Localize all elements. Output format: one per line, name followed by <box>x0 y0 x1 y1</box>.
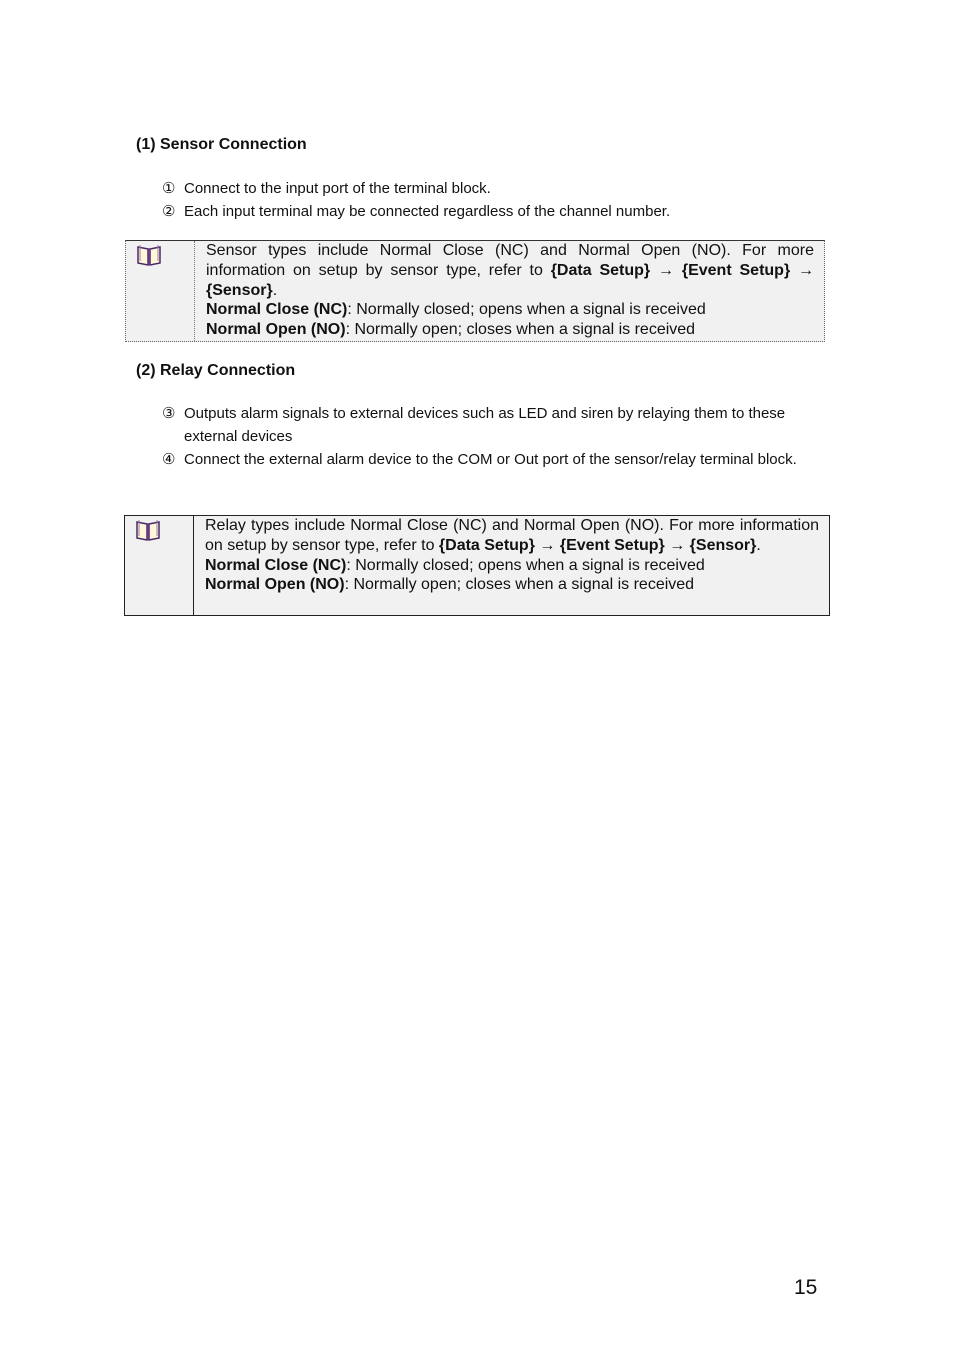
arrow-icon: → <box>658 261 674 279</box>
arrow-icon: → <box>798 261 815 279</box>
note-icon-cell <box>125 516 194 615</box>
data-setup-ref: {Data Setup} <box>438 536 535 554</box>
relay-steps-list <box>162 402 812 471</box>
nc-term: Normal Close (NC) <box>205 556 347 574</box>
step-text: Connect to the input port of the terminal block. <box>184 180 491 197</box>
sensor-ref: {Sensor} <box>206 281 273 299</box>
list-item <box>162 177 822 200</box>
list-item <box>162 402 812 448</box>
sensor-steps-list <box>162 177 822 223</box>
period: . <box>756 536 761 554</box>
sensor-connection-heading: (1) Sensor Connection <box>136 136 307 153</box>
nc-term: Normal Close (NC) <box>206 301 348 319</box>
sensor-ref: {Sensor} <box>689 536 757 554</box>
sensor-note-box <box>125 240 825 342</box>
no-description: : Normally open; closes when a signal is received <box>344 576 695 594</box>
step-text: Outputs alarm signals to external devices such as LED and siren by relaying them to these external devices <box>184 405 786 445</box>
note-text <box>194 516 829 615</box>
arrow-icon: → <box>669 536 686 554</box>
nc-description: : Normally closed; opens when a signal is received <box>346 556 705 574</box>
no-term: Normal Open (NO) <box>205 576 345 594</box>
period: . <box>272 281 278 299</box>
list-item <box>162 200 822 223</box>
relay-connection-heading: (2) Relay Connection <box>136 362 296 379</box>
step-marker: ① <box>162 180 176 197</box>
step-marker: ② <box>162 203 176 220</box>
book-icon <box>135 518 161 542</box>
relay-note-box <box>124 515 830 616</box>
nc-description: : Normally closed; opens when a signal is received <box>347 301 706 319</box>
event-setup-ref: {Event Setup} <box>559 536 665 554</box>
note-intro: Sensor types include Normal Close (NC) and Normal Open (NO). For more information on setup by sensor type, refer to <box>206 242 814 279</box>
step-marker: ④ <box>162 451 176 468</box>
data-setup-ref: {Data Setup} <box>550 261 651 279</box>
list-item <box>162 448 812 471</box>
page-number: 15 <box>794 1276 818 1299</box>
book-icon <box>136 243 162 267</box>
note-icon-cell <box>126 241 195 341</box>
step-text: Connect the external alarm device to the COM or Out port of the sensor/relay terminal block. <box>184 451 797 468</box>
step-text: Each input terminal may be connected regardless of the channel number. <box>184 203 671 220</box>
step-marker: ③ <box>162 405 176 422</box>
arrow-icon: → <box>539 536 556 554</box>
no-term: Normal Open (NO) <box>206 321 346 339</box>
event-setup-ref: {Event Setup} <box>681 261 791 279</box>
note-intro: Relay types include Normal Close (NC) and Normal Open (NO). For more information on setup by sensor type, refer to <box>205 517 819 554</box>
no-description: : Normally open; closes when a signal is received <box>345 321 696 339</box>
note-text <box>195 241 824 341</box>
